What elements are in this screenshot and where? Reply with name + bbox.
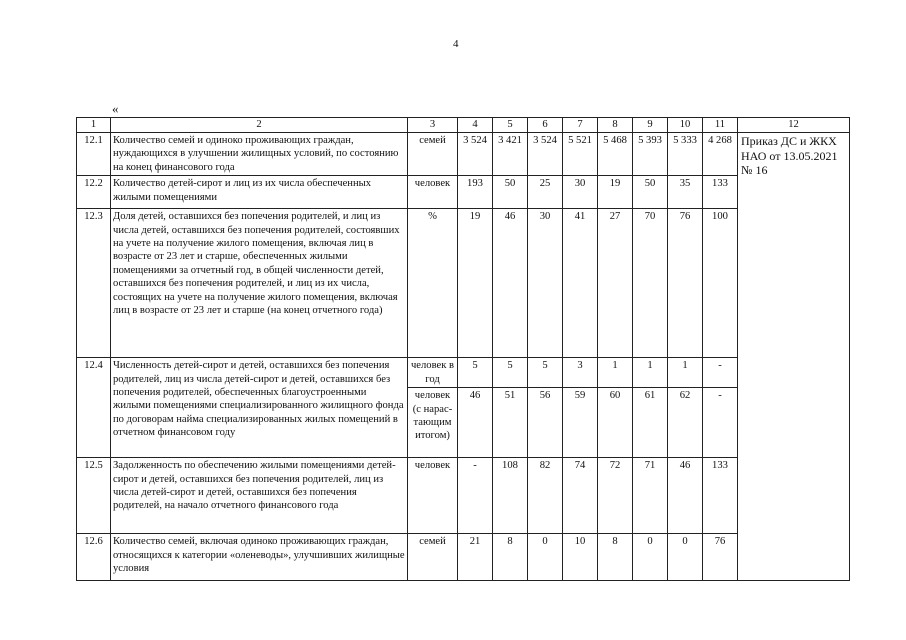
row-id: 12.6 [77, 534, 111, 581]
value-cell: 133 [703, 458, 738, 534]
table-row [77, 458, 850, 534]
value-cell: 1 [598, 358, 633, 388]
value-cell: 70 [633, 209, 668, 358]
value-cell: 5 333 [668, 133, 703, 176]
header-cell: 4 [458, 118, 493, 133]
value-cell: 5 [528, 358, 563, 388]
table-row [77, 133, 850, 176]
value-cell: 4 268 [703, 133, 738, 176]
value-cell: 25 [528, 176, 563, 209]
value-cell: 59 [563, 388, 598, 458]
value-cell: 1 [633, 358, 668, 388]
row-unit: человек [408, 176, 458, 209]
value-cell: 46 [458, 388, 493, 458]
page-number: 4 [453, 38, 459, 50]
table-row [77, 358, 850, 388]
value-cell: 72 [598, 458, 633, 534]
value-cell: 3 421 [493, 133, 528, 176]
value-cell: 8 [598, 534, 633, 581]
table-row [77, 209, 850, 358]
indicators-table [76, 117, 850, 581]
value-cell: 74 [563, 458, 598, 534]
value-cell: 76 [668, 209, 703, 358]
row-unit: человек [408, 458, 458, 534]
value-cell: 19 [598, 176, 633, 209]
row-unit: человек (с нарас-тающим итогом) [408, 388, 458, 458]
value-cell: 3 524 [528, 133, 563, 176]
row-description: Количество семей и одиноко проживающих граждан, нуждающихся в улучшении жилищных условий, по состоянию на конец финансового года [111, 133, 408, 176]
value-cell: 50 [493, 176, 528, 209]
header-cell: 10 [668, 118, 703, 133]
value-cell: 30 [528, 209, 563, 358]
value-cell: 5 468 [598, 133, 633, 176]
value-cell: 46 [493, 209, 528, 358]
value-cell: 133 [703, 176, 738, 209]
value-cell: 27 [598, 209, 633, 358]
value-cell: 21 [458, 534, 493, 581]
value-cell: 76 [703, 534, 738, 581]
value-cell: 62 [668, 388, 703, 458]
value-cell: 5 [458, 358, 493, 388]
value-cell: 8 [493, 534, 528, 581]
value-cell: 10 [563, 534, 598, 581]
value-cell: 3 524 [458, 133, 493, 176]
header-cell: 7 [563, 118, 598, 133]
value-cell: 1 [668, 358, 703, 388]
legal-basis-note: Приказ ДС и ЖКХ НАО от 13.05.2021 № 16 [738, 133, 850, 581]
open-quote: « [112, 101, 119, 116]
row-description: Численность детей-сирот и детей, оставшихся без попечения родителей, лиц из числа детей-сирот и детей, оставшихся без попечения родителей, обеспеченных благоустроенными жилыми помещениями специализированного жилищного фонда по договорам найма специализированных жилых помещений в отчетном финансовом году [111, 358, 408, 458]
value-cell: 0 [633, 534, 668, 581]
row-id: 12.1 [77, 133, 111, 176]
value-cell: 35 [668, 176, 703, 209]
value-cell: 46 [668, 458, 703, 534]
value-cell: 82 [528, 458, 563, 534]
value-cell: 108 [493, 458, 528, 534]
value-cell: - [703, 388, 738, 458]
value-cell: 50 [633, 176, 668, 209]
row-id: 12.4 [77, 358, 111, 458]
header-cell: 3 [408, 118, 458, 133]
row-unit: человек в год [408, 358, 458, 388]
value-cell: 61 [633, 388, 668, 458]
value-cell: 3 [563, 358, 598, 388]
value-cell: 56 [528, 388, 563, 458]
value-cell: 60 [598, 388, 633, 458]
row-id: 12.2 [77, 176, 111, 209]
value-cell: 41 [563, 209, 598, 358]
header-cell: 8 [598, 118, 633, 133]
value-cell: - [458, 458, 493, 534]
row-description: Задолженность по обеспечению жилыми помещениями детей-сирот и детей, оставшихся без попечения родителей, лиц из числа детей-сирот и детей, оставшихся без попечения родителей, на начало отчетного финансового года [111, 458, 408, 534]
value-cell: - [703, 358, 738, 388]
value-cell: 0 [528, 534, 563, 581]
row-description: Количество детей-сирот и лиц из их числа обеспеченных жилыми помещениями [111, 176, 408, 209]
header-cell: 5 [493, 118, 528, 133]
value-cell: 5 521 [563, 133, 598, 176]
value-cell: 19 [458, 209, 493, 358]
row-unit: семей [408, 133, 458, 176]
header-cell: 2 [111, 118, 408, 133]
header-cell: 6 [528, 118, 563, 133]
row-description: Доля детей, оставшихся без попечения родителей, и лиц из числа детей, оставшихся без попечения родителей, состоявших на учете на получение жилого помещения, включая лиц в возрасте от 23 лет и старше, обеспеченных жилыми помещениями за отчетный год, в общей численности детей, оставшихся без попечения родителей, и лиц из их числа, состоящих на учете на получение жилого помещения, включая лиц в возрасте от 23 лет и старше (на конец отчетного года) [111, 209, 408, 358]
table-row [77, 534, 850, 581]
value-cell: 30 [563, 176, 598, 209]
value-cell: 193 [458, 176, 493, 209]
value-cell: 5 [493, 358, 528, 388]
header-row [77, 118, 850, 133]
value-cell: 51 [493, 388, 528, 458]
value-cell: 5 393 [633, 133, 668, 176]
header-cell: 11 [703, 118, 738, 133]
header-cell: 9 [633, 118, 668, 133]
row-id: 12.5 [77, 458, 111, 534]
table-row [77, 176, 850, 209]
row-unit: семей [408, 534, 458, 581]
value-cell: 0 [668, 534, 703, 581]
header-cell: 12 [738, 118, 850, 133]
row-description: Количество семей, включая одиноко проживающих граждан, относящихся к категории «оленеводы», улучшивших жилищные условия [111, 534, 408, 581]
row-unit: % [408, 209, 458, 358]
value-cell: 71 [633, 458, 668, 534]
value-cell: 100 [703, 209, 738, 358]
header-cell: 1 [77, 118, 111, 133]
row-id: 12.3 [77, 209, 111, 358]
